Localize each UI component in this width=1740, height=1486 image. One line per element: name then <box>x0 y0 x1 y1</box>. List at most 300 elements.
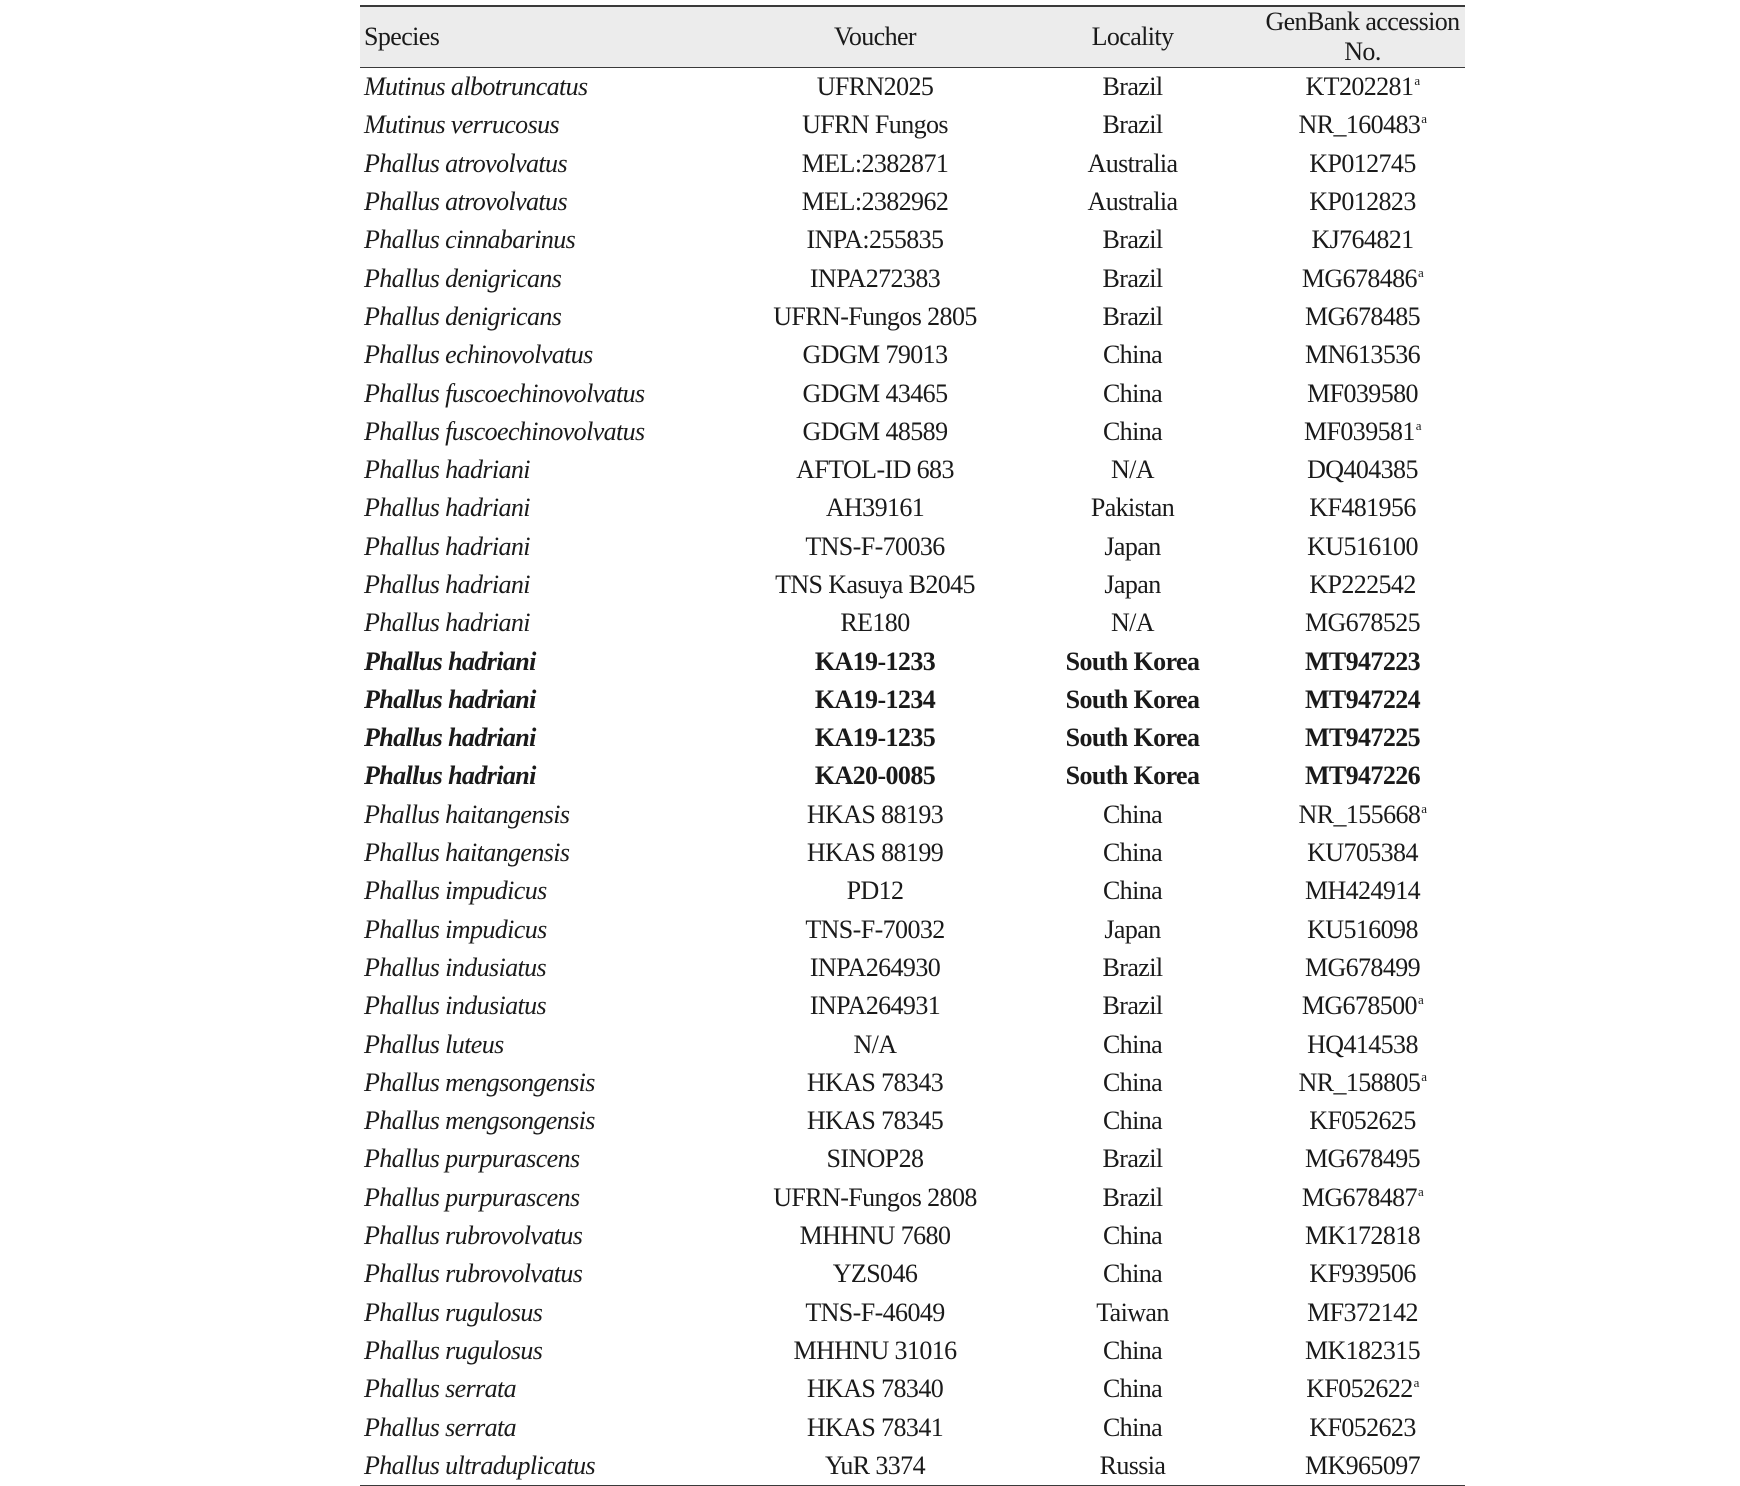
table-row <box>360 719 1465 757</box>
voucher-cell-text: INPA272383 <box>809 263 941 293</box>
locality-cell-text: China <box>1102 416 1163 446</box>
table-row <box>360 298 1465 336</box>
species-cell-text: Phallus luteus <box>364 1029 504 1059</box>
locality-cell-text: China <box>1102 340 1163 370</box>
voucher-cell <box>745 1370 1005 1408</box>
species-cell <box>360 221 745 259</box>
accession-cell-text: MH424914 <box>1304 876 1421 906</box>
table-row <box>360 911 1465 949</box>
locality-cell <box>1005 451 1260 489</box>
species-cell <box>360 183 745 221</box>
accession-cell-text: MN613536 <box>1304 340 1421 370</box>
species-cell-text: Phallus hadriani <box>364 761 536 791</box>
locality-cell-text: Brazil <box>1102 952 1163 982</box>
table-row <box>360 259 1465 297</box>
voucher-cell <box>745 374 1005 412</box>
table-row <box>360 604 1465 642</box>
table-row <box>360 872 1465 910</box>
locality-cell-text: Brazil <box>1102 72 1163 102</box>
voucher-cell-text: AFTOL-ID 683 <box>796 455 954 485</box>
voucher-cell-text: MEL:2382962 <box>801 187 949 217</box>
locality-cell-text: China <box>1102 1221 1163 1251</box>
species-cell <box>360 1102 745 1140</box>
voucher-cell <box>745 336 1005 374</box>
footnote-marker: a <box>1417 1183 1424 1199</box>
voucher-cell-text: MEL:2382871 <box>801 148 949 178</box>
species-cell-text: Phallus hadriani <box>364 570 530 599</box>
table-row <box>360 1370 1465 1408</box>
voucher-cell-text: PD12 <box>846 876 904 906</box>
accession-cell <box>1260 1179 1465 1217</box>
voucher-cell-text: AH39161 <box>825 493 925 523</box>
locality-cell-text: China <box>1102 1412 1163 1442</box>
species-cell-text: Phallus rubrovolvatus <box>364 1259 583 1289</box>
locality-cell-text: South Korea <box>1065 646 1200 676</box>
table-row <box>360 1064 1465 1102</box>
accession-cell-text: MG678499 <box>1304 952 1421 982</box>
species-cell-text: Mutinus verrucosus <box>364 110 560 140</box>
locality-cell <box>1005 1294 1260 1332</box>
accession-cell-text: MK182315 <box>1304 1335 1421 1365</box>
table-row <box>360 374 1465 412</box>
locality-cell-text: Australia <box>1087 187 1178 217</box>
accession-cell-text: MG678525 <box>1304 608 1421 638</box>
footnote-marker: a <box>1417 264 1424 280</box>
locality-cell <box>1005 1408 1260 1446</box>
accession-cell <box>1260 183 1465 221</box>
voucher-cell-text: GDGM 43465 <box>802 378 948 408</box>
voucher-cell-text: UFRN2025 <box>816 72 934 102</box>
accession-cell <box>1260 413 1465 451</box>
table-row <box>360 834 1465 872</box>
locality-cell <box>1005 106 1260 144</box>
locality-cell-text: China <box>1102 838 1163 868</box>
voucher-cell <box>745 1255 1005 1293</box>
locality-cell <box>1005 298 1260 336</box>
voucher-cell-text: HKAS 78345 <box>806 1106 944 1136</box>
accession-cell <box>1260 566 1465 604</box>
voucher-cell <box>745 259 1005 297</box>
species-cell-text: Phallus denigricans <box>364 301 562 331</box>
voucher-cell <box>745 1025 1005 1063</box>
locality-cell-text: South Korea <box>1065 684 1200 714</box>
voucher-cell <box>745 949 1005 987</box>
species-cell <box>360 413 745 451</box>
table-row <box>360 183 1465 221</box>
accession-cell-text: KF939506 <box>1309 1259 1416 1289</box>
locality-cell <box>1005 183 1260 221</box>
species-cell <box>360 1217 745 1255</box>
accession-cell <box>1260 987 1465 1025</box>
locality-cell-text: N/A <box>1111 608 1154 638</box>
accession-cell <box>1260 1217 1465 1255</box>
species-cell <box>360 1447 745 1486</box>
accession-cell <box>1260 259 1465 297</box>
voucher-cell-text: KA19-1235 <box>814 723 936 753</box>
locality-cell <box>1005 145 1260 183</box>
locality-cell <box>1005 1140 1260 1178</box>
species-cell <box>360 796 745 834</box>
table-row <box>360 1408 1465 1446</box>
voucher-cell-text: UFRN-Fungos 2808 <box>773 1182 977 1212</box>
species-cell <box>360 834 745 872</box>
voucher-cell-text: UFRN Fungos <box>802 110 948 140</box>
locality-cell <box>1005 1332 1260 1370</box>
accession-cell-text: KU516098 <box>1307 914 1418 944</box>
accession-cell <box>1260 1447 1465 1486</box>
voucher-cell <box>745 719 1005 757</box>
locality-cell <box>1005 719 1260 757</box>
locality-cell <box>1005 1255 1260 1293</box>
locality-cell-text: Brazil <box>1102 991 1163 1021</box>
locality-cell <box>1005 987 1260 1025</box>
locality-cell <box>1005 1102 1260 1140</box>
locality-cell <box>1005 1217 1260 1255</box>
locality-cell-text: China <box>1102 1374 1163 1404</box>
species-cell-text: Phallus haitangensis <box>364 838 570 868</box>
voucher-cell <box>745 834 1005 872</box>
accession-cell-text: KP012745 <box>1309 148 1416 178</box>
species-cell-text: Phallus impudicus <box>364 914 547 944</box>
species-cell-text: Phallus serrata <box>364 1374 517 1404</box>
table-row <box>360 949 1465 987</box>
table-row <box>360 528 1465 566</box>
locality-cell-text: South Korea <box>1065 723 1200 753</box>
voucher-cell <box>745 1064 1005 1102</box>
voucher-cell-text: INPA:255835 <box>806 225 944 255</box>
locality-cell-text: China <box>1102 378 1163 408</box>
locality-cell-text: Japan <box>1104 531 1161 561</box>
locality-cell-text: Brazil <box>1102 1182 1163 1212</box>
locality-cell-text: Australia <box>1087 148 1178 178</box>
accession-cell <box>1260 757 1465 795</box>
species-cell-text: Phallus rugulosus <box>364 1297 543 1327</box>
species-cell-text: Phallus hadriani <box>364 723 536 753</box>
voucher-cell-text: HKAS 78341 <box>806 1412 944 1442</box>
table-row <box>360 987 1465 1025</box>
species-cell-text: Phallus hadriani <box>364 608 530 638</box>
locality-cell <box>1005 489 1260 527</box>
accession-cell-text: KU705384 <box>1307 838 1418 868</box>
locality-cell-text: Brazil <box>1102 301 1163 331</box>
locality-cell-text: Russia <box>1099 1450 1166 1480</box>
table-row <box>360 221 1465 259</box>
locality-cell-text: China <box>1102 1335 1163 1365</box>
species-cell <box>360 987 745 1025</box>
voucher-cell-text: TNS-F-46049 <box>805 1297 945 1327</box>
accession-cell <box>1260 911 1465 949</box>
species-cell <box>360 1179 745 1217</box>
table-row <box>360 1179 1465 1217</box>
footnote-marker: a <box>1414 73 1420 89</box>
voucher-cell <box>745 1217 1005 1255</box>
voucher-cell <box>745 68 1005 107</box>
accession-cell-text: MK172818 <box>1304 1221 1421 1251</box>
voucher-cell <box>745 451 1005 489</box>
accession-cell-text: KF052625 <box>1309 1106 1416 1136</box>
table-row <box>360 106 1465 144</box>
voucher-cell <box>745 1140 1005 1178</box>
accession-cell-text: MT947223 <box>1304 646 1421 676</box>
table-row <box>360 145 1465 183</box>
accession-cell <box>1260 1408 1465 1446</box>
voucher-cell-text: YZS046 <box>832 1259 918 1289</box>
locality-cell <box>1005 911 1260 949</box>
accession-cell-text: MG678487 <box>1301 1182 1417 1212</box>
table-row <box>360 681 1465 719</box>
table-header <box>360 6 1465 68</box>
locality-cell-text: Japan <box>1104 570 1161 599</box>
species-cell-text: Phallus hadriani <box>364 531 530 561</box>
accession-cell-text: MF039580 <box>1307 378 1418 408</box>
table-row <box>360 566 1465 604</box>
footnote-marker: a <box>1413 1375 1419 1391</box>
voucher-cell-text: KA20-0085 <box>814 761 936 791</box>
accession-cell <box>1260 1025 1465 1063</box>
voucher-cell <box>745 413 1005 451</box>
table-row <box>360 1025 1465 1063</box>
accession-cell-text: MT947226 <box>1304 761 1421 791</box>
voucher-cell <box>745 1447 1005 1486</box>
species-cell <box>360 719 745 757</box>
species-cell <box>360 1064 745 1102</box>
species-cell-text: Phallus mengsongensis <box>364 1067 595 1097</box>
locality-cell <box>1005 68 1260 107</box>
table-row <box>360 489 1465 527</box>
accession-cell-text: KP222542 <box>1309 570 1416 599</box>
locality-cell-text: Pakistan <box>1090 493 1175 523</box>
species-cell <box>360 757 745 795</box>
locality-cell <box>1005 1025 1260 1063</box>
voucher-cell <box>745 298 1005 336</box>
locality-cell-text: South Korea <box>1065 761 1200 791</box>
accession-cell-text: KP012823 <box>1309 187 1416 217</box>
accession-cell-text: KT202281 <box>1305 72 1414 102</box>
locality-cell-text: China <box>1102 876 1163 906</box>
locality-cell-text: Japan <box>1104 914 1161 944</box>
species-cell <box>360 872 745 910</box>
accession-cell-text: NR_155668 <box>1298 799 1421 829</box>
locality-cell-text: Brazil <box>1102 225 1163 255</box>
accession-cell <box>1260 1064 1465 1102</box>
voucher-cell <box>745 183 1005 221</box>
accession-cell-text: NR_160483 <box>1298 110 1421 140</box>
table-row <box>360 1332 1465 1370</box>
locality-cell <box>1005 221 1260 259</box>
voucher-cell <box>745 1179 1005 1217</box>
species-cell-text: Phallus purpurascens <box>364 1182 580 1212</box>
locality-cell <box>1005 834 1260 872</box>
accession-cell <box>1260 1294 1465 1332</box>
header-locality: Locality <box>1091 22 1174 51</box>
locality-cell <box>1005 681 1260 719</box>
locality-cell <box>1005 336 1260 374</box>
table-row <box>360 1140 1465 1178</box>
voucher-cell-text: HKAS 78340 <box>806 1374 944 1404</box>
species-cell <box>360 1294 745 1332</box>
species-cell-text: Phallus ultraduplicatus <box>364 1450 596 1480</box>
table-row <box>360 796 1465 834</box>
voucher-cell-text: HKAS 88193 <box>806 799 944 829</box>
species-cell <box>360 1140 745 1178</box>
voucher-cell <box>745 604 1005 642</box>
species-cell <box>360 374 745 412</box>
locality-cell <box>1005 1370 1260 1408</box>
species-cell-text: Phallus cinnabarinus <box>364 225 576 255</box>
footnote-marker: a <box>1421 1068 1427 1084</box>
species-cell <box>360 1370 745 1408</box>
locality-cell <box>1005 1179 1260 1217</box>
voucher-cell-text: TNS-F-70032 <box>805 914 945 944</box>
header-voucher: Voucher <box>834 22 916 51</box>
locality-cell-text: Brazil <box>1102 110 1163 140</box>
table-row <box>360 1102 1465 1140</box>
locality-cell <box>1005 872 1260 910</box>
species-cell-text: Phallus serrata <box>364 1412 517 1442</box>
table-row <box>360 451 1465 489</box>
species-cell <box>360 1408 745 1446</box>
accession-cell <box>1260 528 1465 566</box>
locality-cell-text: China <box>1102 799 1163 829</box>
locality-cell-text: N/A <box>1111 455 1154 485</box>
species-cell <box>360 1025 745 1063</box>
voucher-cell <box>745 872 1005 910</box>
voucher-cell <box>745 1408 1005 1446</box>
table-row <box>360 757 1465 795</box>
species-cell <box>360 145 745 183</box>
voucher-cell-text: SINOP28 <box>826 1144 924 1174</box>
voucher-cell-text: GDGM 79013 <box>802 340 948 370</box>
voucher-cell <box>745 796 1005 834</box>
accession-cell-text: MT947224 <box>1304 684 1421 714</box>
species-cell-text: Phallus hadriani <box>364 493 530 523</box>
locality-cell <box>1005 566 1260 604</box>
footnote-marker: a <box>1421 111 1427 127</box>
voucher-cell <box>745 1102 1005 1140</box>
locality-cell <box>1005 1064 1260 1102</box>
locality-cell <box>1005 413 1260 451</box>
table-row <box>360 336 1465 374</box>
accession-cell <box>1260 106 1465 144</box>
voucher-cell-text: INPA264931 <box>809 991 941 1021</box>
accession-cell-text: MG678495 <box>1304 1144 1421 1174</box>
species-cell-text: Phallus indusiatus <box>364 991 547 1021</box>
accession-cell-text: MF372142 <box>1307 1297 1418 1327</box>
species-cell <box>360 681 745 719</box>
voucher-cell-text: TNS Kasuya B2045 <box>775 570 975 599</box>
accession-cell <box>1260 374 1465 412</box>
locality-cell <box>1005 949 1260 987</box>
table-row <box>360 1294 1465 1332</box>
table-row <box>360 413 1465 451</box>
table-body <box>360 68 1465 1486</box>
accession-cell-text: MG678485 <box>1304 301 1421 331</box>
locality-cell-text: Brazil <box>1102 1144 1163 1174</box>
voucher-cell-text: HKAS 88199 <box>806 838 944 868</box>
accession-cell <box>1260 489 1465 527</box>
voucher-cell <box>745 681 1005 719</box>
table-row <box>360 68 1465 107</box>
species-cell-text: Phallus hadriani <box>364 646 536 676</box>
locality-cell-text: China <box>1102 1067 1163 1097</box>
voucher-cell-text: RE180 <box>840 608 910 638</box>
species-cell-text: Phallus purpurascens <box>364 1144 580 1174</box>
locality-cell-text: China <box>1102 1106 1163 1136</box>
voucher-cell-text: HKAS 78343 <box>806 1067 944 1097</box>
species-cell <box>360 604 745 642</box>
voucher-cell <box>745 1332 1005 1370</box>
table-row <box>360 1255 1465 1293</box>
accession-cell <box>1260 604 1465 642</box>
accession-cell-text: KJ764821 <box>1311 225 1414 255</box>
voucher-cell-text: KA19-1234 <box>814 684 936 714</box>
accession-cell <box>1260 1370 1465 1408</box>
voucher-cell-text: MHHNU 7680 <box>799 1221 951 1251</box>
accession-cell <box>1260 872 1465 910</box>
species-cell-text: Phallus hadriani <box>364 684 536 714</box>
species-cell <box>360 106 745 144</box>
accession-cell-text: MG678500 <box>1301 991 1417 1021</box>
species-cell <box>360 68 745 107</box>
accession-cell <box>1260 1140 1465 1178</box>
voucher-cell <box>745 642 1005 680</box>
specimen-table <box>360 5 1465 1486</box>
locality-cell <box>1005 1447 1260 1486</box>
accession-cell <box>1260 221 1465 259</box>
accession-cell-text: KU516100 <box>1307 531 1418 561</box>
voucher-cell <box>745 489 1005 527</box>
locality-cell <box>1005 604 1260 642</box>
accession-cell <box>1260 719 1465 757</box>
species-cell-text: Phallus rugulosus <box>364 1335 543 1365</box>
species-cell <box>360 336 745 374</box>
locality-cell <box>1005 374 1260 412</box>
accession-cell-text: MG678486 <box>1301 263 1417 293</box>
accession-cell-text: KF052623 <box>1309 1412 1416 1442</box>
accession-cell <box>1260 949 1465 987</box>
species-cell-text: Phallus fuscoechinovolvatus <box>364 378 645 408</box>
species-cell <box>360 489 745 527</box>
accession-cell <box>1260 1332 1465 1370</box>
species-cell <box>360 642 745 680</box>
footnote-marker: a <box>1421 800 1427 816</box>
species-cell-text: Phallus mengsongensis <box>364 1106 595 1136</box>
voucher-cell-text: KA19-1233 <box>814 646 936 676</box>
header-accession: GenBank accession No. <box>1265 7 1460 66</box>
species-cell-text: Phallus impudicus <box>364 876 547 906</box>
accession-cell <box>1260 796 1465 834</box>
locality-cell <box>1005 757 1260 795</box>
locality-cell-text: China <box>1102 1259 1163 1289</box>
accession-cell <box>1260 451 1465 489</box>
locality-cell <box>1005 528 1260 566</box>
footnote-marker: a <box>1417 992 1424 1008</box>
accession-cell <box>1260 1102 1465 1140</box>
voucher-cell <box>745 1294 1005 1332</box>
accession-cell-text: NR_158805 <box>1298 1067 1421 1097</box>
species-cell-text: Phallus echinovolvatus <box>364 340 593 370</box>
species-cell <box>360 451 745 489</box>
species-cell <box>360 566 745 604</box>
voucher-cell <box>745 528 1005 566</box>
voucher-cell-text: GDGM 48589 <box>802 416 948 446</box>
accession-cell-text: MK965097 <box>1304 1450 1421 1480</box>
voucher-cell <box>745 566 1005 604</box>
accession-cell-text: DQ404385 <box>1307 455 1418 485</box>
locality-cell <box>1005 642 1260 680</box>
voucher-cell <box>745 106 1005 144</box>
voucher-cell-text: INPA264930 <box>809 952 941 982</box>
